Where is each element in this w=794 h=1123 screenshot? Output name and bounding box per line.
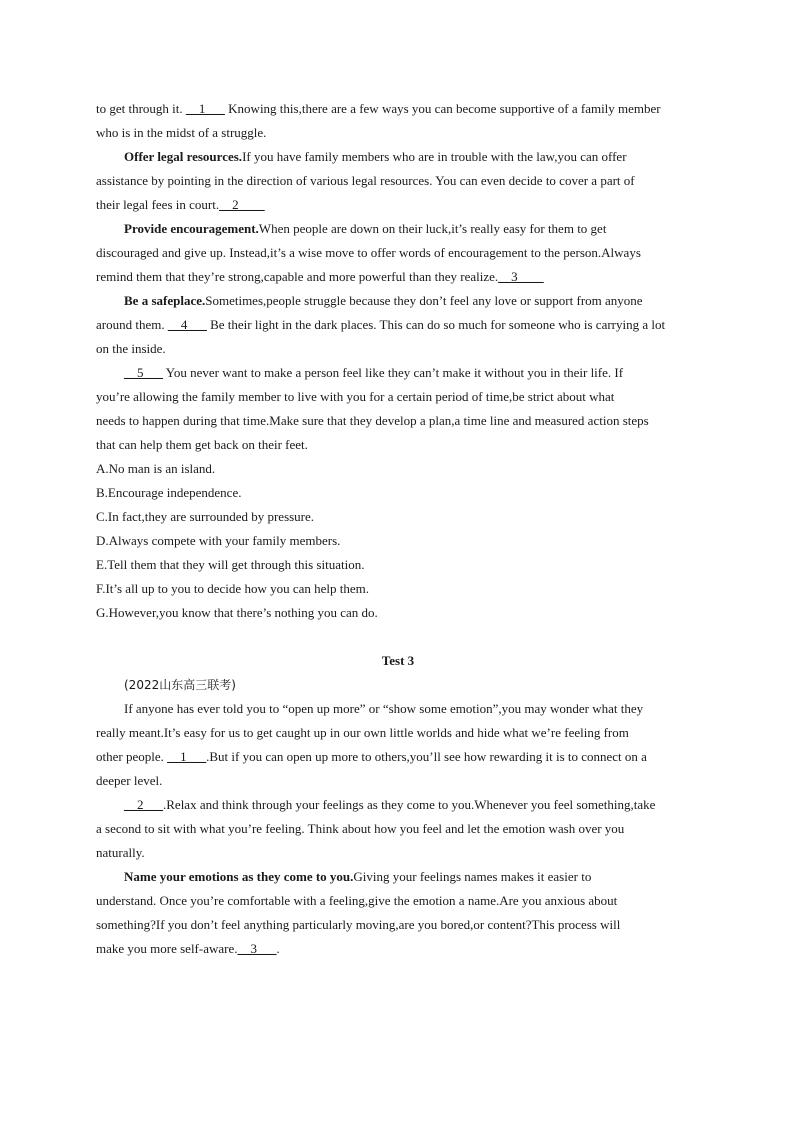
blank-3: __3___	[237, 941, 277, 956]
text-line: Provide encouragement.When people are down on their luck,it’s really easy for them to get	[124, 221, 607, 236]
option-g: G.However,you know that there’s nothing you can do.	[96, 605, 378, 620]
text-line: discouraged and give up. Instead,it’s a wise move to offer words of encouragement to the person.Always	[96, 245, 641, 260]
blank-5: __5___	[124, 365, 163, 380]
blank-1: __1___	[185, 101, 225, 116]
text-line: Be a safeplace.Sometimes,people struggle because they don’t feel any love or support from anyone	[124, 293, 643, 308]
text-line: If anyone has ever told you to “open up more” or “show some emotion”,you may wonder what they	[124, 701, 644, 716]
blank-3: __3____	[498, 269, 544, 284]
section-title: Test 3	[381, 653, 415, 668]
option-e: E.Tell them that they will get through this situation.	[96, 557, 365, 572]
text-line: something?If you don’t feel anything particularly moving,are you bored,or content?This process will	[96, 917, 621, 932]
text-line: understand. Once you’re comfortable with a feeling,give the emotion a name.Are you anxious about	[96, 893, 618, 908]
text-line: Name your emotions as they come to you.Giving your feelings names makes it easier to	[124, 869, 592, 884]
blank-1: __1___	[167, 749, 207, 764]
text-line: __2___.Relax and think through your feelings as they come to you.Whenever you feel something,take	[124, 797, 656, 812]
paragraph-heading: Offer legal resources.	[124, 149, 243, 164]
text-line: remind them that they’re strong,capable and more powerful than they realize. __3____	[96, 265, 700, 289]
option-b: B.Encourage independence.	[96, 485, 242, 500]
option-list	[96, 457, 700, 625]
blank-2: __2____	[219, 197, 265, 212]
text-line: assistance by pointing in the direction of various legal resources. You can even decide to cover a part of	[96, 173, 635, 188]
option-f: F.It’s all up to you to decide how you can help them.	[96, 581, 369, 596]
option-c: C.In fact,they are surrounded by pressure.	[96, 509, 315, 524]
text-line: __5___ You never want to make a person feel like they can’t make it without you in their life. If	[124, 365, 624, 380]
option-a: A.No man is an island.	[96, 461, 216, 476]
text-line	[96, 97, 700, 121]
paragraph-heading: Name your emotions as they come to you.	[124, 869, 354, 884]
text-line: other people. __1___.But if you can open up more to others,you’ll see how rewarding it is to connect on a	[96, 749, 647, 764]
text-line: really meant.It’s easy for us to get caught up in our own little worlds and hide what we’re feeling from	[96, 725, 629, 740]
text-line: a second to sit with what you’re feeling. Think about how you feel and let the emotion wash over you	[96, 821, 625, 836]
option-d: D.Always compete with your family members.	[96, 533, 341, 548]
text-line: deeper level.	[96, 773, 163, 788]
source-note: (2022山东高三联考)	[124, 678, 236, 692]
text-line: Offer legal resources.If you have family members who are in trouble with the law,you can offer	[124, 149, 627, 164]
text-line: around them. __4___ Be their light in the dark places. This can do so much for someone who is carrying a lot	[96, 317, 666, 332]
text-line: needs to happen during that time.Make sure that they develop a plan,a time line and measured action steps	[96, 413, 649, 428]
text-line: naturally.	[96, 845, 145, 860]
blank-4: __4___	[167, 317, 207, 332]
text-line: who is in the midst of a struggle.	[96, 125, 267, 140]
text-line: that can help them get back on their feet.	[96, 437, 308, 452]
blank-2: __2___	[124, 797, 163, 812]
text-line: make you more self-aware. __3___ .	[96, 937, 700, 961]
paragraph-heading: Be a safeplace.	[124, 293, 206, 308]
paragraph-heading: Provide encouragement.	[124, 221, 259, 236]
document-page	[96, 97, 700, 961]
text-line: on the inside.	[96, 341, 166, 356]
text-line: you’re allowing the family member to live with you for a certain period of time,be strict about what	[96, 389, 615, 404]
text-fragment: to get through it. __1___ Knowing this,there are a few ways you can become supportive of a family member	[96, 101, 661, 116]
text-line: their legal fees in court. __2____	[96, 193, 700, 217]
